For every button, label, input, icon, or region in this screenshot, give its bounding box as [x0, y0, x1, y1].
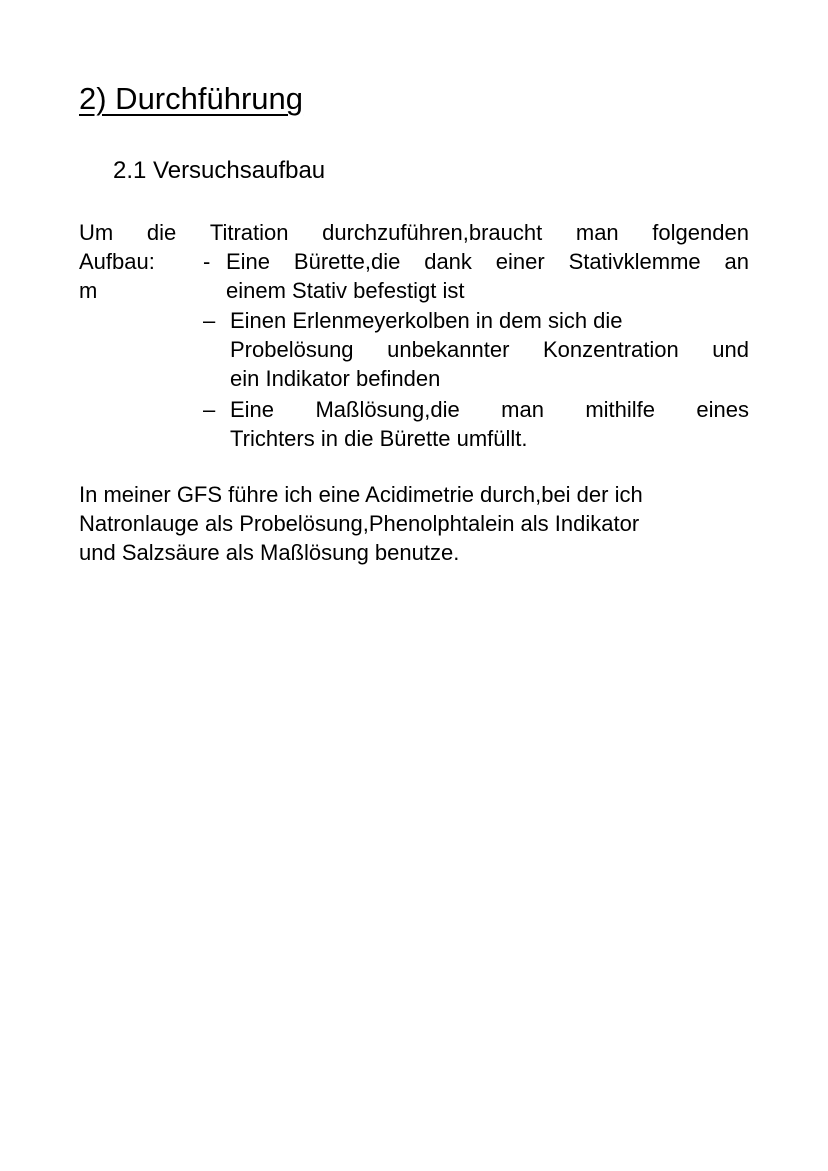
paragraph	[79, 480, 759, 567]
word: unbekannter	[387, 337, 510, 362]
paragraph-line: In meiner GFS führe ich eine Acidimetrie durch,bei der ich	[79, 482, 643, 507]
list-item-3-bullet: –	[203, 397, 216, 422]
intro-label: Aufbau:	[79, 249, 155, 274]
word: man	[575, 220, 619, 245]
list-item-3-line-2: Trichters in die Bürette umfüllt.	[230, 426, 528, 451]
word: Eine	[230, 397, 275, 422]
word: Konzentration	[542, 337, 679, 362]
list-item-1-line-1	[226, 247, 749, 276]
word: und	[712, 337, 749, 362]
word: Um	[79, 220, 114, 245]
word: eines	[696, 397, 749, 422]
word: Maßlösung,die	[315, 397, 460, 422]
paragraph-line: und Salzsäure als Maßlösung benutze.	[79, 540, 460, 565]
intro-line-1	[79, 218, 749, 247]
word: durchzuführen,braucht	[322, 220, 543, 245]
list-item-3-line-1	[230, 395, 749, 424]
word: man	[501, 397, 544, 422]
word: Probelösung	[230, 337, 354, 362]
word: Eine	[226, 249, 271, 274]
word: mithilfe	[585, 397, 656, 422]
word: Bürette,die	[293, 249, 401, 274]
paragraph-line: Natronlauge als Probelösung,Phenolphtalein als Indikator	[79, 511, 640, 536]
word: die	[146, 220, 177, 245]
word: folgenden	[652, 220, 749, 245]
word: Stativklemme	[568, 249, 701, 274]
list-item-2-line-1: Einen Erlenmeyerkolben in dem sich die	[230, 308, 623, 333]
subsection-heading: 2.1 Versuchsaufbau	[113, 157, 326, 184]
word: an	[724, 249, 749, 274]
stray-character: m	[79, 278, 98, 303]
word: Titration	[209, 220, 289, 245]
list-item-1-bullet: -	[203, 249, 211, 274]
list-item-2-bullet: –	[203, 308, 216, 333]
word: dank	[424, 249, 472, 274]
list-item-2-line-2	[230, 335, 749, 364]
list-item-1-line-2: einem Stativ befestigt ist	[226, 278, 465, 303]
word: einer	[495, 249, 545, 274]
list-item-2-line-3: ein Indikator befinden	[230, 366, 441, 391]
section-heading: 2) Durchführung	[79, 81, 304, 116]
